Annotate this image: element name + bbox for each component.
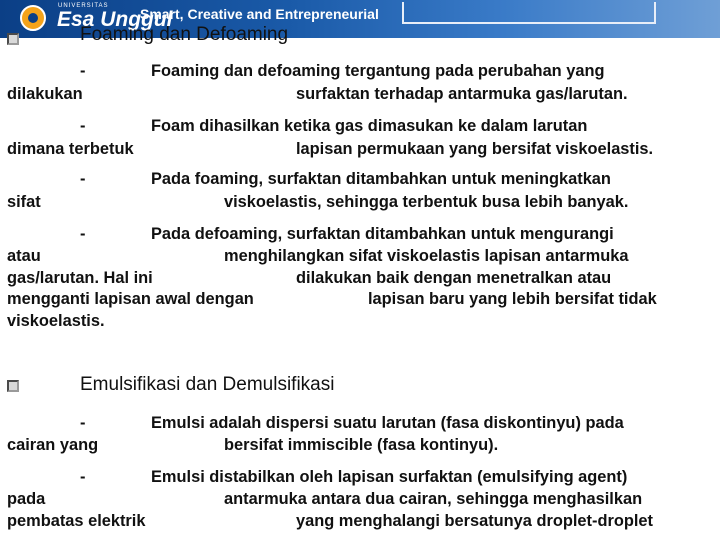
item-line: yang menghalangi bersatunya droplet-droplet <box>296 512 654 530</box>
item-dash: - <box>80 170 86 188</box>
logo-name: Esa Unggul <box>57 8 173 31</box>
item-line: viskoelastis, sehingga terbentuk busa lebih banyak. <box>224 193 629 211</box>
item-line: pada <box>7 490 46 508</box>
item-line: dilakukan <box>7 85 83 103</box>
section-heading-foaming: Foaming dan Defoaming <box>80 24 289 45</box>
item-line: menghilangkan sifat viskoelastis lapisan antarmuka <box>224 247 629 265</box>
item-line: dimana terbetuk <box>7 140 134 158</box>
item-dash: - <box>80 225 86 243</box>
square-bullet-icon <box>7 380 19 392</box>
item-line: cairan yang <box>7 436 99 454</box>
item-dash: - <box>80 414 86 432</box>
item-line: antarmuka antara dua cairan, sehingga menghasilkan <box>224 490 643 508</box>
university-logo-icon <box>20 5 46 31</box>
item-line: mengganti lapisan awal dengan <box>7 290 254 308</box>
item-dash: - <box>80 117 86 135</box>
square-bullet-icon <box>7 33 19 45</box>
item-line: dilakukan baik dengan menetralkan atau <box>296 269 612 287</box>
item-line: viskoelastis. <box>7 312 105 330</box>
item-line: lapisan permukaan yang bersifat viskoelastis. <box>296 140 654 158</box>
item-line: lapisan baru yang lebih bersifat tidak <box>368 290 657 308</box>
item-line: atau <box>7 247 41 265</box>
logo-subtext: UNIVERSITAS <box>58 3 109 9</box>
item-line: Emulsi distabilkan oleh lapisan surfaktan (emulsifying agent) <box>151 468 628 486</box>
item-line: gas/larutan. Hal ini <box>7 269 153 287</box>
item-line: Pada foaming, surfaktan ditambahkan untuk meningkatkan <box>151 170 611 188</box>
header-tagline: Smart, Creative and Entrepreneurial <box>140 6 379 22</box>
item-line: Emulsi adalah dispersi suatu larutan (fasa diskontinyu) pada <box>151 414 624 432</box>
header-frame <box>402 2 656 24</box>
item-line: Foaming dan defoaming tergantung pada perubahan yang <box>151 62 605 80</box>
section-heading-emulsifikasi: Emulsifikasi dan Demulsifikasi <box>80 374 335 395</box>
item-line: Pada defoaming, surfaktan ditambahkan untuk mengurangi <box>151 225 614 243</box>
item-dash: - <box>80 62 86 80</box>
item-line: pembatas elektrik <box>7 512 146 530</box>
item-line: surfaktan terhadap antarmuka gas/larutan. <box>296 85 628 103</box>
item-line: sifat <box>7 193 41 211</box>
item-line: Foam dihasilkan ketika gas dimasukan ke dalam larutan <box>151 117 588 135</box>
item-line: bersifat immiscible (fasa kontinyu). <box>224 436 499 454</box>
item-dash: - <box>80 468 86 486</box>
